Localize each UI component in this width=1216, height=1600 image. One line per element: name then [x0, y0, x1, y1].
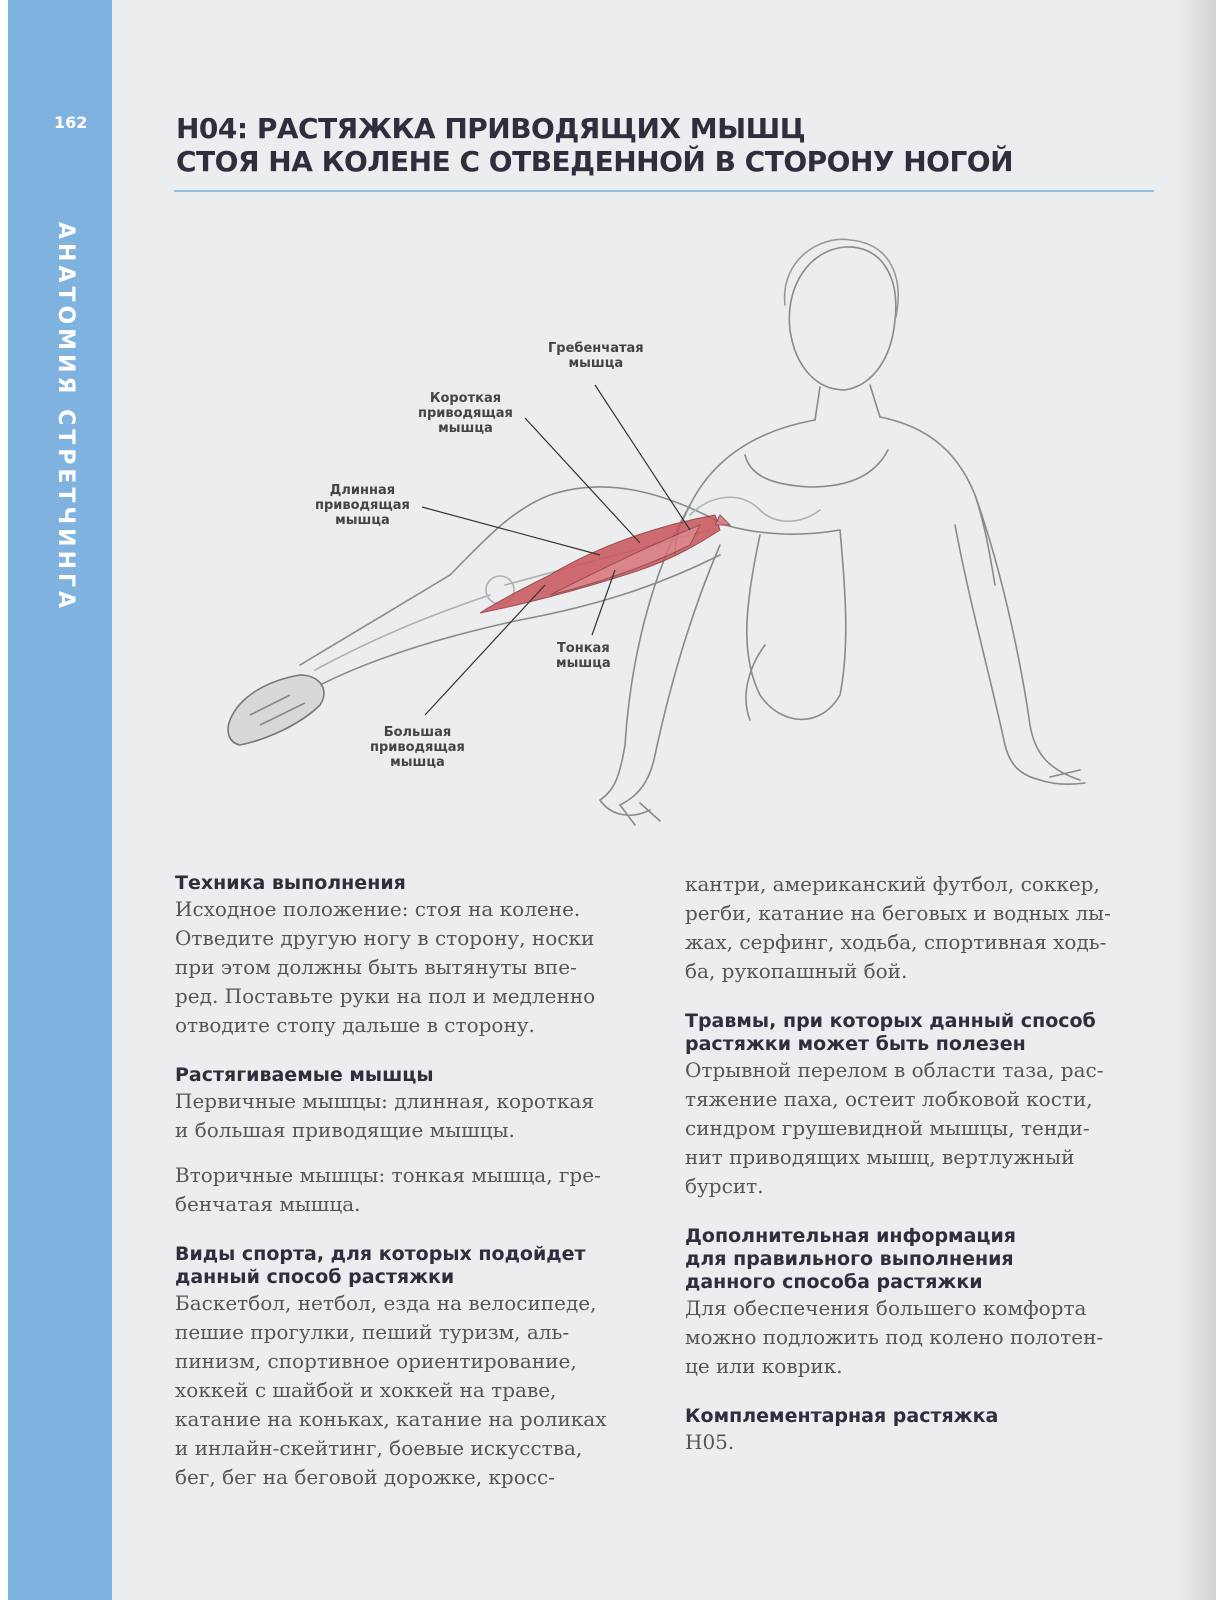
anatomy-illustration — [220, 225, 1090, 830]
label-adductor-brevis: Короткая приводящая мышца — [418, 391, 513, 436]
label-adductor-magnus: Большая приводящая мышца — [370, 725, 465, 770]
page-edge — [0, 0, 8, 1600]
sports-text-continued: кантри, американский футбол, соккер, регби, катание на беговых и водных лы- жах, серфинг, ходьба, спортивная ходь- ба, рукопашный бой. — [685, 872, 1111, 983]
sports-heading: Виды спорта, для которых подойдет данный способ растяжки — [175, 1243, 586, 1288]
injuries-text: Отрывной перелом в области таза, рас- тяжение паха, остеит лобковой кости, синдром грушевидной мышцы, тенди- нит приводящих мышц, вертлужный бурсит. — [685, 1058, 1104, 1198]
primary-muscles-text: Первичные мышцы: длинная, короткая и большая приводящие мышцы. — [175, 1089, 595, 1142]
extended-shin-top — [300, 575, 450, 665]
label-adductor-longus: Длинная приводящая мышца — [315, 483, 410, 528]
secondary-muscles-text: Вторичные мышцы: тонкая мышца, гре- бенчатая мышца. — [175, 1163, 601, 1216]
head-outline — [789, 247, 895, 390]
right-column — [685, 870, 1140, 1481]
technique-text: Исходное положение: стоя на колене. Отведите другую ногу в сторону, носки при этом должны быть вытянуты впе- ред. Поставьте руки на пол и медленно отводите стопу дальше в сторону. — [175, 897, 596, 1037]
page-title-text: Н04: РАСТЯЖКА ПРИВОДЯЩИХ МЫШЦ СТОЯ НА КОЛЕНЕ С ОТВЕДЕННОЙ В СТОРОНУ НОГОЙ — [176, 112, 1014, 178]
shoe — [228, 675, 324, 745]
complementary-heading: Комплементарная растяжка — [685, 1405, 999, 1427]
sports-text: Баскетбол, нетбол, езда на велосипеде, пешие прогулки, пеший туризм, аль- пинизм, спортивное ориентирование, хоккей с шайбой и хоккей на траве, катание на коньках, катание на роликах и инлайн-скейтинг, боевые искусства, бег, бег на беговой дорожке, кросс- — [175, 1291, 607, 1489]
page-title — [176, 112, 1076, 178]
left-hand — [600, 800, 660, 825]
muscles-heading: Растягиваемые мышцы — [175, 1064, 434, 1086]
left-arm-inner — [620, 545, 720, 805]
additional-info-heading: Дополнительная информация для правильного выполнения данного способа растяжки — [685, 1225, 1016, 1293]
right-arm-inner — [955, 525, 1040, 780]
hair — [785, 239, 899, 317]
injuries-heading: Травмы, при которых данный способ растяжки может быть полезен — [685, 1010, 1096, 1055]
left-column — [175, 872, 630, 1516]
right-arm — [975, 495, 1080, 780]
waist — [725, 525, 840, 534]
kneeling-thigh — [747, 530, 846, 719]
section-title: АНАТОМИЯ СТРЕТЧИНГА — [53, 222, 78, 613]
label-gracilis: Тонкая мышца — [556, 641, 611, 671]
page-number: 162 — [54, 113, 88, 132]
technique-heading: Техника выполнения — [175, 872, 406, 894]
page-shade — [1176, 0, 1216, 1600]
complementary-text: Н05. — [685, 1430, 735, 1454]
additional-info-text: Для обеспечения большего комфорта можно подложить под колено полотен- це или коврик. — [685, 1296, 1104, 1378]
sports-top — [745, 450, 888, 487]
label-pectineus: Гребенчатая мышца — [548, 341, 644, 371]
title-divider — [174, 190, 1154, 192]
tibia — [315, 595, 490, 670]
